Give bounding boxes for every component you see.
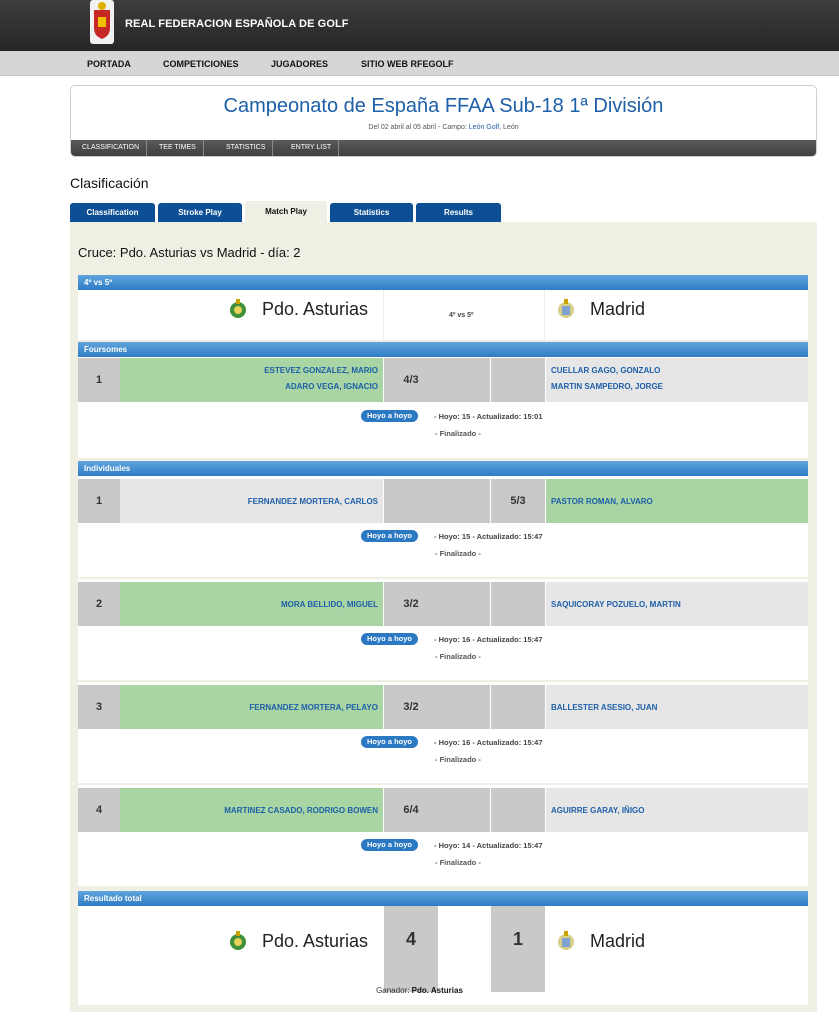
- asturias-badge-icon: [229, 299, 247, 319]
- tab-match-play[interactable]: Match Play: [245, 201, 327, 222]
- score-right: [491, 788, 545, 832]
- score-cell: [491, 358, 545, 402]
- winner-line: [0, 986, 839, 995]
- player-link[interactable]: BALLESTER ASESIO, JUAN: [551, 703, 658, 712]
- subnav-statistics[interactable]: STATISTICS: [219, 140, 273, 156]
- match-number: 3: [78, 685, 120, 729]
- cruce-title: Cruce: Pdo. Asturias vs Madrid - día: 2: [78, 245, 301, 260]
- player-link[interactable]: ESTEVEZ GONZALEZ, MARIO: [264, 366, 378, 375]
- match-number: 1: [78, 479, 120, 523]
- foursomes-right-pair: [546, 358, 808, 402]
- score-right: 5/3: [491, 479, 545, 523]
- match-final: - Finalizado -: [435, 858, 481, 867]
- match-status: - Hoyo: 15 - Actualizado: 15:01: [434, 412, 543, 421]
- org-title: REAL FEDERACION ESPAÑOLA DE GOLF: [125, 18, 349, 30]
- score-cell: [438, 788, 490, 832]
- player-link[interactable]: MARTINEZ CASADO, RODRIGO BOWEN: [224, 806, 378, 815]
- match-status: - Hoyo: 16 - Actualizado: 15:47: [434, 635, 543, 644]
- score-left: 3/2: [384, 582, 438, 626]
- individuales-bar: Individuales: [78, 461, 808, 476]
- tab-results[interactable]: Results: [416, 203, 501, 222]
- event-city: , León: [499, 124, 519, 131]
- player-link[interactable]: PASTOR ROMAN, ALVARO: [551, 497, 653, 506]
- nav-portada[interactable]: PORTADA: [87, 59, 131, 69]
- subnav-entry-list[interactable]: ENTRY LIST: [284, 140, 339, 156]
- left-player: [120, 788, 383, 832]
- left-player: [120, 479, 383, 523]
- subnav-classification[interactable]: CLASSIFICATION: [75, 140, 147, 156]
- match-final: - Finalizado -: [435, 755, 481, 764]
- total-away-score: 1: [491, 906, 545, 992]
- player-link[interactable]: CUELLAR GAGO, GONZALO: [551, 366, 661, 375]
- foursomes-bar: Foursomes: [78, 342, 808, 357]
- score-cell: [438, 358, 490, 402]
- site-header: [0, 0, 839, 51]
- matchup-bar: 4º vs 5º: [78, 275, 808, 290]
- player-link[interactable]: MARTIN SAMPEDRO, JORGE: [551, 382, 664, 391]
- match-status: - Hoyo: 15 - Actualizado: 15:47: [434, 532, 543, 541]
- event-subnav: [71, 140, 816, 156]
- foursomes-score: 4/3: [384, 358, 438, 402]
- event-box: [70, 85, 817, 157]
- right-player: [546, 788, 808, 832]
- nav-competiciones[interactable]: COMPETICIONES: [163, 59, 239, 69]
- match-final: - Finalizado -: [435, 652, 481, 661]
- foursomes-left-pair: [120, 358, 383, 402]
- rfeg-crest-icon[interactable]: [82, 0, 122, 46]
- player-link[interactable]: FERNANDEZ MORTERA, CARLOS: [247, 497, 378, 506]
- away-team-name: Madrid: [590, 299, 646, 319]
- player-link[interactable]: AGUIRRE GARAY, IÑIGO: [551, 806, 645, 815]
- matchup-label: 4º vs 5º: [449, 312, 474, 319]
- player-link[interactable]: FERNANDEZ MORTERA, PELAYO: [249, 703, 378, 712]
- venue-link[interactable]: León Golf: [468, 124, 500, 131]
- score-left: [384, 479, 438, 523]
- match-number: 4: [78, 788, 120, 832]
- score-left: 3/2: [384, 685, 438, 729]
- home-team-name: Pdo. Asturias: [262, 299, 369, 319]
- left-player: [120, 685, 383, 729]
- match-final: - Finalizado -: [435, 549, 481, 558]
- right-player: [546, 479, 808, 523]
- score-right: [491, 582, 545, 626]
- hoyo-a-hoyo-button[interactable]: Hoyo a hoyo: [361, 839, 418, 851]
- score-cell: [438, 685, 490, 729]
- player-link[interactable]: MORA BELLIDO, MIGUEL: [280, 600, 378, 609]
- left-player: [120, 582, 383, 626]
- event-title: Campeonato de España FFAA Sub-18 1ª División: [223, 95, 664, 117]
- event-dates: Del 02 abril al 05 abril - Campo:: [368, 124, 469, 131]
- subnav-tee-times[interactable]: TEE TIMES: [152, 140, 204, 156]
- hoyo-a-hoyo-button[interactable]: Hoyo a hoyo: [361, 410, 418, 422]
- player-link[interactable]: ADARO VEGA, IGNACIO: [285, 382, 378, 391]
- hoyo-a-hoyo-button[interactable]: Hoyo a hoyo: [361, 633, 418, 645]
- right-player: [546, 582, 808, 626]
- hoyo-a-hoyo-button[interactable]: Hoyo a hoyo: [361, 530, 418, 542]
- tab-classification[interactable]: Classification: [70, 203, 155, 222]
- nav-jugadores[interactable]: JUGADORES: [271, 59, 329, 69]
- score-cell: [438, 479, 490, 523]
- section-heading: Clasificación: [70, 175, 149, 191]
- asturias-badge-icon: [229, 931, 247, 951]
- total-home-team: Pdo. Asturias: [262, 931, 369, 951]
- score-right: [491, 685, 545, 729]
- tab-stroke-play[interactable]: Stroke Play: [158, 203, 242, 222]
- right-player: [546, 685, 808, 729]
- score-left: 6/4: [384, 788, 438, 832]
- match-status: - Hoyo: 14 - Actualizado: 15:47: [434, 841, 543, 850]
- main-nav: [0, 51, 839, 76]
- winner-team: Pdo. Asturias: [411, 986, 463, 995]
- total-away-team: Madrid: [590, 931, 646, 951]
- score-cell: [438, 582, 490, 626]
- match-status: - Hoyo: 16 - Actualizado: 15:47: [434, 738, 543, 747]
- madrid-badge-icon: [557, 931, 575, 951]
- hoyo-a-hoyo-button[interactable]: Hoyo a hoyo: [361, 736, 418, 748]
- tab-statistics[interactable]: Statistics: [330, 203, 413, 222]
- player-link[interactable]: SAQUICORAY POZUELO, MARTIN: [551, 600, 681, 609]
- match-number: 2: [78, 582, 120, 626]
- total-home-score: 4: [384, 906, 438, 992]
- foursomes-match-number: 1: [78, 358, 120, 402]
- madrid-badge-icon: [557, 299, 575, 319]
- nav-sitio-web[interactable]: SITIO WEB RFEGOLF: [361, 59, 454, 69]
- total-bar: Resultado total: [78, 891, 808, 906]
- event-subtitle: [71, 124, 816, 131]
- winner-label: Ganador:: [376, 986, 412, 995]
- match-final: - Finalizado -: [435, 429, 481, 438]
